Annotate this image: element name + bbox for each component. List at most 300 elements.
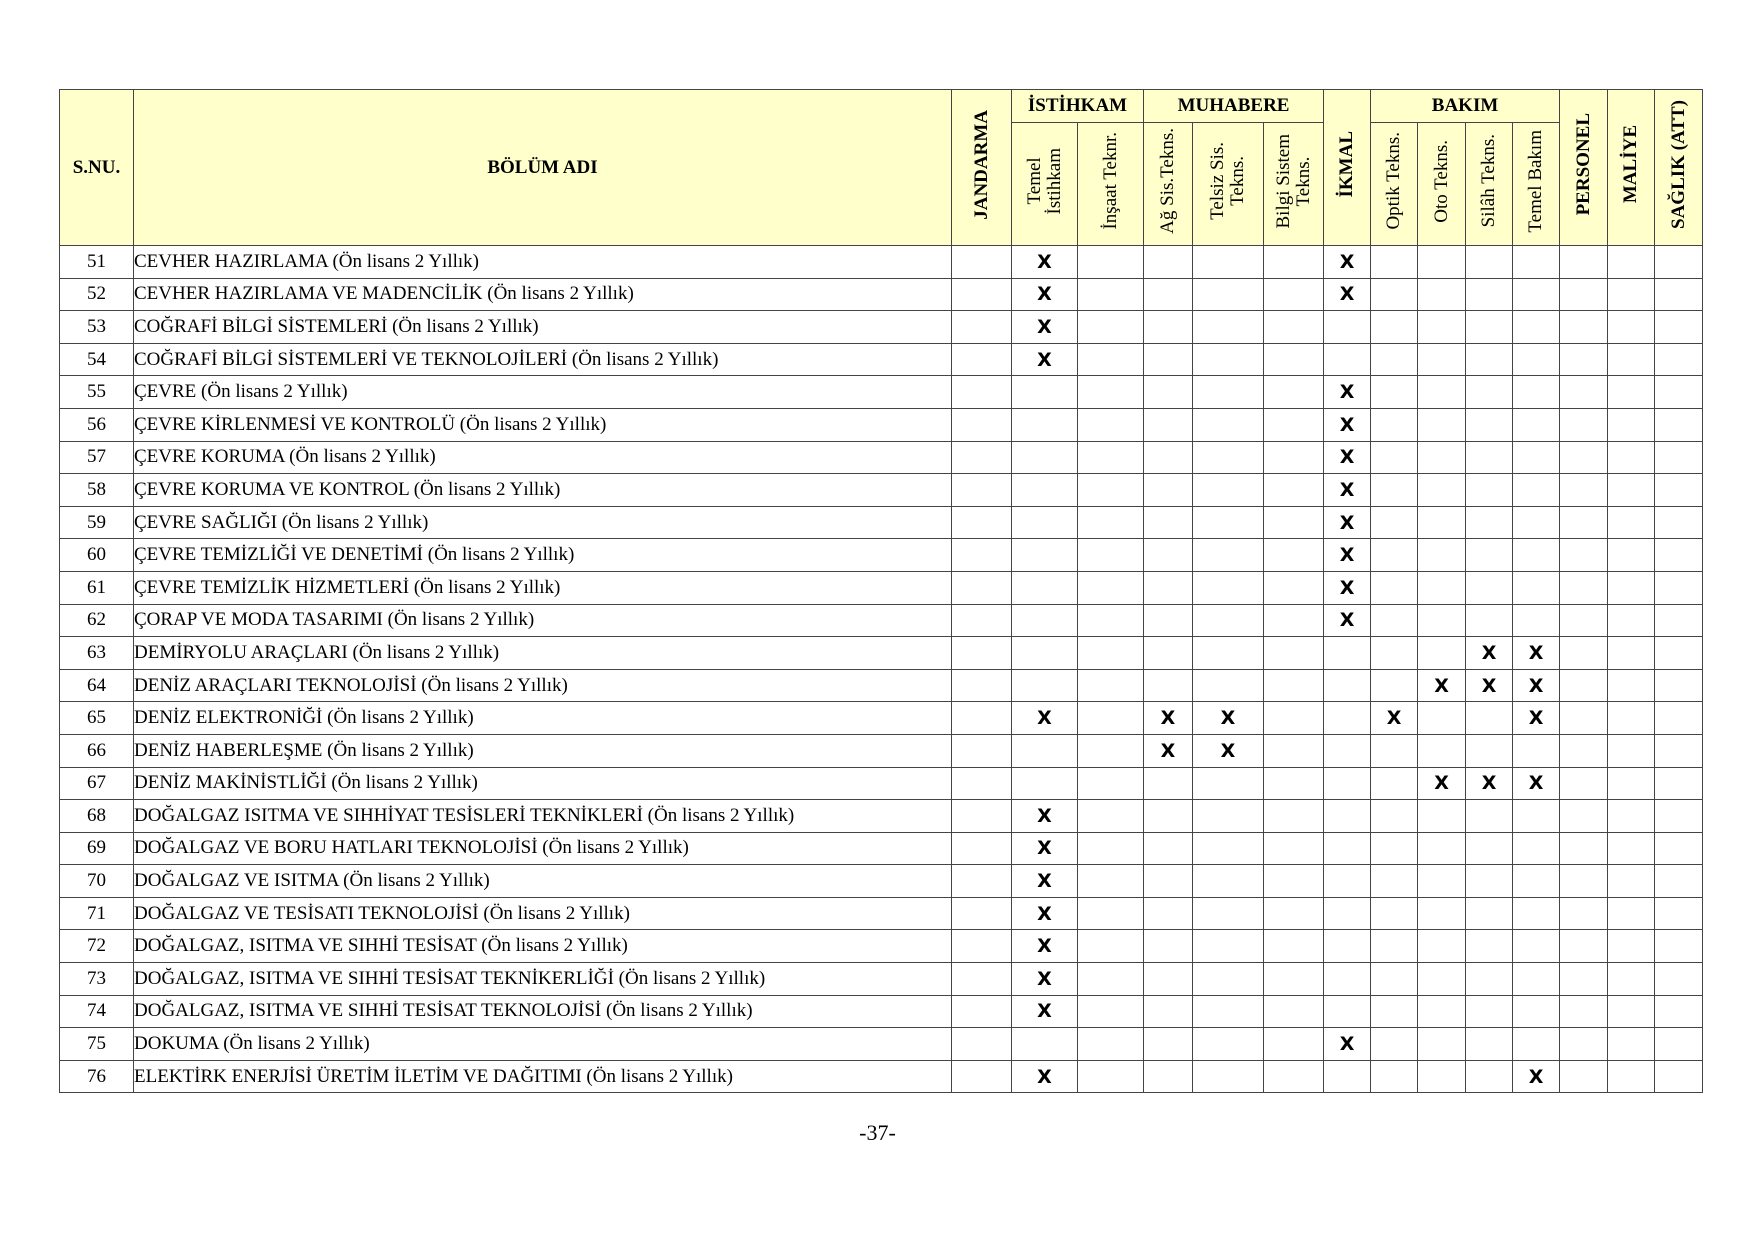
empty-cell (1418, 571, 1466, 604)
empty-cell (1264, 767, 1324, 800)
empty-cell (1418, 1060, 1466, 1093)
x-mark: X (1012, 963, 1078, 996)
empty-cell (1371, 441, 1418, 474)
empty-cell (1078, 376, 1144, 409)
empty-cell (1371, 637, 1418, 670)
empty-cell (1264, 963, 1324, 996)
empty-cell (1371, 669, 1418, 702)
table-row (60, 637, 1703, 670)
x-mark: X (1466, 637, 1513, 670)
empty-cell (1560, 865, 1608, 898)
sno-header: S.NU. (60, 90, 134, 246)
empty-cell (952, 995, 1012, 1028)
table-row (60, 506, 1703, 539)
table-row (60, 539, 1703, 572)
empty-cell (1608, 637, 1655, 670)
empty-cell (1371, 311, 1418, 344)
empty-cell (1371, 408, 1418, 441)
empty-cell (1078, 604, 1144, 637)
jandarma-header: JANDARMA (952, 90, 1012, 246)
empty-cell (1371, 963, 1418, 996)
empty-cell (1560, 311, 1608, 344)
empty-cell (1608, 539, 1655, 572)
department-name: DOĞALGAZ VE BORU HATLARI TEKNOLOJİSİ (Ön lisans 2 Yıllık) (134, 832, 952, 865)
empty-cell (1560, 506, 1608, 539)
oto-header: Oto Tekns. (1418, 123, 1466, 246)
empty-cell (1655, 1028, 1703, 1061)
department-name: DENİZ ARAÇLARI TEKNOLOJİSİ (Ön lisans 2 Yıllık) (134, 669, 952, 702)
empty-cell (1513, 734, 1560, 767)
empty-cell (1193, 278, 1264, 311)
empty-cell (1371, 767, 1418, 800)
empty-cell (952, 1060, 1012, 1093)
empty-cell (1193, 897, 1264, 930)
empty-cell (1655, 832, 1703, 865)
empty-cell (952, 865, 1012, 898)
table-row (60, 246, 1703, 279)
empty-cell (1144, 474, 1193, 507)
empty-cell (1655, 1060, 1703, 1093)
empty-cell (1655, 995, 1703, 1028)
x-mark: X (1012, 832, 1078, 865)
empty-cell (1608, 1028, 1655, 1061)
row-number: 68 (60, 800, 134, 833)
table-row (60, 604, 1703, 637)
empty-cell (1012, 1028, 1078, 1061)
saglik-header: SAĞLIK (ATT) (1655, 90, 1703, 246)
empty-cell (1144, 246, 1193, 279)
empty-cell (1144, 376, 1193, 409)
empty-cell (1560, 408, 1608, 441)
empty-cell (1560, 246, 1608, 279)
table-header (60, 90, 1703, 246)
empty-cell (1655, 408, 1703, 441)
empty-cell (1264, 800, 1324, 833)
empty-cell (1012, 767, 1078, 800)
x-mark: X (1371, 702, 1418, 735)
empty-cell (1371, 376, 1418, 409)
empty-cell (1264, 669, 1324, 702)
empty-cell (1466, 441, 1513, 474)
empty-cell (1560, 1028, 1608, 1061)
department-name: ÇEVRE SAĞLIĞI (Ön lisans 2 Yıllık) (134, 506, 952, 539)
empty-cell (1560, 441, 1608, 474)
department-name: ÇEVRE KORUMA (Ön lisans 2 Yıllık) (134, 441, 952, 474)
empty-cell (1264, 930, 1324, 963)
table-row (60, 571, 1703, 604)
empty-cell (1655, 376, 1703, 409)
x-mark: X (1012, 702, 1078, 735)
department-name: DENİZ ELEKTRONİĞİ (Ön lisans 2 Yıllık) (134, 702, 952, 735)
x-mark: X (1466, 767, 1513, 800)
empty-cell (1324, 995, 1371, 1028)
empty-cell (952, 1028, 1012, 1061)
empty-cell (1371, 930, 1418, 963)
row-number: 51 (60, 246, 134, 279)
empty-cell (1418, 376, 1466, 409)
empty-cell (1466, 376, 1513, 409)
empty-cell (1193, 311, 1264, 344)
table-row (60, 1028, 1703, 1061)
empty-cell (1193, 637, 1264, 670)
empty-cell (1264, 571, 1324, 604)
empty-cell (1418, 897, 1466, 930)
empty-cell (1264, 1060, 1324, 1093)
x-mark: X (1193, 702, 1264, 735)
empty-cell (1193, 441, 1264, 474)
empty-cell (1560, 800, 1608, 833)
empty-cell (1513, 539, 1560, 572)
department-name: DOĞALGAZ ISITMA VE SIHHİYAT TESİSLERİ TEKNİKLERİ (Ön lisans 2 Yıllık) (134, 800, 952, 833)
empty-cell (1264, 506, 1324, 539)
empty-cell (1144, 343, 1193, 376)
empty-cell (1078, 278, 1144, 311)
empty-cell (1193, 963, 1264, 996)
empty-cell (952, 604, 1012, 637)
empty-cell (1144, 1028, 1193, 1061)
x-mark: X (1324, 441, 1371, 474)
empty-cell (1193, 995, 1264, 1028)
department-name: DOĞALGAZ, ISITMA VE SIHHİ TESİSAT TEKNOLOJİSİ (Ön lisans 2 Yıllık) (134, 995, 952, 1028)
table-row (60, 897, 1703, 930)
empty-cell (1466, 506, 1513, 539)
empty-cell (1418, 1028, 1466, 1061)
empty-cell (1513, 246, 1560, 279)
empty-cell (1193, 832, 1264, 865)
row-number: 73 (60, 963, 134, 996)
empty-cell (1466, 474, 1513, 507)
empty-cell (1144, 637, 1193, 670)
empty-cell (1371, 506, 1418, 539)
empty-cell (1144, 897, 1193, 930)
insaat-header: İnşaat Teknr. (1078, 123, 1144, 246)
empty-cell (1418, 539, 1466, 572)
empty-cell (1608, 441, 1655, 474)
table-row (60, 995, 1703, 1028)
empty-cell (1560, 832, 1608, 865)
empty-cell (952, 506, 1012, 539)
empty-cell (1264, 897, 1324, 930)
empty-cell (1608, 376, 1655, 409)
empty-cell (1655, 539, 1703, 572)
empty-cell (1513, 832, 1560, 865)
table-row (60, 1060, 1703, 1093)
row-number: 72 (60, 930, 134, 963)
department-table (59, 89, 1703, 1093)
empty-cell (1418, 506, 1466, 539)
empty-cell (1418, 637, 1466, 670)
empty-cell (1608, 506, 1655, 539)
x-mark: X (1012, 995, 1078, 1028)
empty-cell (1655, 734, 1703, 767)
empty-cell (1012, 539, 1078, 572)
empty-cell (1466, 1028, 1513, 1061)
empty-cell (952, 702, 1012, 735)
row-number: 64 (60, 669, 134, 702)
empty-cell (1466, 897, 1513, 930)
empty-cell (1193, 767, 1264, 800)
table-row (60, 800, 1703, 833)
department-name: ÇEVRE TEMİZLİĞİ VE DENETİMİ (Ön lisans 2 Yıllık) (134, 539, 952, 572)
row-number: 76 (60, 1060, 134, 1093)
empty-cell (1371, 474, 1418, 507)
department-name: ÇEVRE KORUMA VE KONTROL (Ön lisans 2 Yıllık) (134, 474, 952, 507)
empty-cell (1655, 604, 1703, 637)
row-number: 67 (60, 767, 134, 800)
ikmal-header: İKMAL (1324, 90, 1371, 246)
row-number: 70 (60, 865, 134, 898)
empty-cell (1608, 669, 1655, 702)
empty-cell (1371, 865, 1418, 898)
empty-cell (1193, 800, 1264, 833)
x-mark: X (1193, 734, 1264, 767)
empty-cell (1466, 1060, 1513, 1093)
empty-cell (1608, 734, 1655, 767)
empty-cell (1371, 800, 1418, 833)
empty-cell (1655, 800, 1703, 833)
x-mark: X (1324, 246, 1371, 279)
empty-cell (952, 930, 1012, 963)
empty-cell (1560, 278, 1608, 311)
empty-cell (1608, 474, 1655, 507)
empty-cell (1560, 897, 1608, 930)
empty-cell (1418, 343, 1466, 376)
empty-cell (952, 441, 1012, 474)
department-name: DOKUMA (Ön lisans 2 Yıllık) (134, 1028, 952, 1061)
empty-cell (1418, 865, 1466, 898)
empty-cell (1608, 408, 1655, 441)
empty-cell (952, 539, 1012, 572)
empty-cell (1144, 408, 1193, 441)
empty-cell (1078, 637, 1144, 670)
row-number: 54 (60, 343, 134, 376)
empty-cell (952, 311, 1012, 344)
row-number: 57 (60, 441, 134, 474)
row-number: 58 (60, 474, 134, 507)
table-row (60, 669, 1703, 702)
empty-cell (1078, 930, 1144, 963)
table-row (60, 702, 1703, 735)
empty-cell (1608, 995, 1655, 1028)
empty-cell (952, 832, 1012, 865)
silah-header: Silâh Tekns. (1466, 123, 1513, 246)
empty-cell (1012, 506, 1078, 539)
empty-cell (1324, 930, 1371, 963)
empty-cell (1513, 930, 1560, 963)
empty-cell (1371, 832, 1418, 865)
empty-cell (1078, 897, 1144, 930)
empty-cell (1264, 604, 1324, 637)
empty-cell (952, 571, 1012, 604)
empty-cell (1324, 832, 1371, 865)
istihkam-header: İSTİHKAM (1012, 90, 1144, 123)
empty-cell (952, 246, 1012, 279)
empty-cell (1560, 963, 1608, 996)
row-number: 69 (60, 832, 134, 865)
empty-cell (1418, 734, 1466, 767)
x-mark: X (1513, 1060, 1560, 1093)
empty-cell (1324, 865, 1371, 898)
empty-cell (1371, 278, 1418, 311)
empty-cell (1513, 571, 1560, 604)
empty-cell (1466, 539, 1513, 572)
empty-cell (1264, 832, 1324, 865)
row-number: 61 (60, 571, 134, 604)
x-mark: X (1324, 604, 1371, 637)
empty-cell (1608, 311, 1655, 344)
empty-cell (1655, 963, 1703, 996)
department-name: DOĞALGAZ, ISITMA VE SIHHİ TESİSAT TEKNİKERLİĞİ (Ön lisans 2 Yıllık) (134, 963, 952, 996)
empty-cell (1560, 669, 1608, 702)
x-mark: X (1324, 278, 1371, 311)
department-name: ÇEVRE KİRLENMESİ VE KONTROLÜ (Ön lisans 2 Yıllık) (134, 408, 952, 441)
empty-cell (1012, 604, 1078, 637)
name-header: BÖLÜM ADI (134, 90, 952, 246)
department-name: DENİZ HABERLEŞME (Ön lisans 2 Yıllık) (134, 734, 952, 767)
empty-cell (1513, 376, 1560, 409)
empty-cell (1371, 604, 1418, 637)
empty-cell (1418, 246, 1466, 279)
x-mark: X (1418, 767, 1466, 800)
empty-cell (1078, 539, 1144, 572)
empty-cell (1371, 571, 1418, 604)
empty-cell (952, 734, 1012, 767)
empty-cell (952, 376, 1012, 409)
empty-cell (1608, 1060, 1655, 1093)
empty-cell (1608, 767, 1655, 800)
empty-cell (1012, 571, 1078, 604)
empty-cell (1608, 246, 1655, 279)
empty-cell (1560, 571, 1608, 604)
empty-cell (1144, 865, 1193, 898)
x-mark: X (1324, 408, 1371, 441)
empty-cell (1324, 343, 1371, 376)
empty-cell (1078, 441, 1144, 474)
row-number: 59 (60, 506, 134, 539)
empty-cell (1466, 246, 1513, 279)
empty-cell (952, 408, 1012, 441)
empty-cell (1193, 539, 1264, 572)
optik-header: Optik Tekns. (1371, 123, 1418, 246)
empty-cell (952, 343, 1012, 376)
empty-cell (1078, 963, 1144, 996)
department-name: ÇEVRE (Ön lisans 2 Yıllık) (134, 376, 952, 409)
empty-cell (1560, 637, 1608, 670)
x-mark: X (1012, 865, 1078, 898)
row-number: 71 (60, 897, 134, 930)
empty-cell (1513, 474, 1560, 507)
empty-cell (1466, 800, 1513, 833)
telsiz-header: Telsiz Sis. Tekns. (1193, 123, 1264, 246)
empty-cell (1324, 311, 1371, 344)
empty-cell (1264, 246, 1324, 279)
empty-cell (1513, 343, 1560, 376)
row-number: 74 (60, 995, 134, 1028)
empty-cell (1264, 702, 1324, 735)
x-mark: X (1513, 767, 1560, 800)
empty-cell (1371, 539, 1418, 572)
x-mark: X (1513, 702, 1560, 735)
empty-cell (1466, 311, 1513, 344)
x-mark: X (1012, 897, 1078, 930)
empty-cell (1655, 506, 1703, 539)
empty-cell (1264, 539, 1324, 572)
empty-cell (1078, 1060, 1144, 1093)
empty-cell (1078, 702, 1144, 735)
empty-cell (1012, 376, 1078, 409)
empty-cell (1144, 571, 1193, 604)
empty-cell (1418, 702, 1466, 735)
row-number: 60 (60, 539, 134, 572)
empty-cell (1264, 376, 1324, 409)
empty-cell (1371, 995, 1418, 1028)
empty-cell (1193, 865, 1264, 898)
empty-cell (1193, 246, 1264, 279)
empty-cell (1418, 995, 1466, 1028)
empty-cell (1418, 441, 1466, 474)
empty-cell (1144, 604, 1193, 637)
department-name: DENİZ MAKİNİSTLİĞİ (Ön lisans 2 Yıllık) (134, 767, 952, 800)
empty-cell (1560, 539, 1608, 572)
department-name: ÇEVRE TEMİZLİK HİZMETLERİ (Ön lisans 2 Yıllık) (134, 571, 952, 604)
empty-cell (1466, 343, 1513, 376)
x-mark: X (1012, 800, 1078, 833)
empty-cell (1560, 702, 1608, 735)
empty-cell (1466, 278, 1513, 311)
empty-cell (1193, 1028, 1264, 1061)
empty-cell (1078, 408, 1144, 441)
x-mark: X (1466, 669, 1513, 702)
empty-cell (1655, 930, 1703, 963)
empty-cell (1418, 800, 1466, 833)
x-mark: X (1324, 376, 1371, 409)
empty-cell (1418, 408, 1466, 441)
empty-cell (1193, 669, 1264, 702)
empty-cell (1264, 995, 1324, 1028)
empty-cell (1560, 474, 1608, 507)
empty-cell (1193, 408, 1264, 441)
empty-cell (1012, 734, 1078, 767)
empty-cell (1193, 376, 1264, 409)
table-row (60, 343, 1703, 376)
empty-cell (1078, 865, 1144, 898)
empty-cell (1078, 1028, 1144, 1061)
x-mark: X (1012, 343, 1078, 376)
empty-cell (1513, 604, 1560, 637)
x-mark: X (1418, 669, 1466, 702)
bilgi-header: Bilgi Sistem Tekns. (1264, 123, 1324, 246)
empty-cell (1608, 800, 1655, 833)
empty-cell (1193, 343, 1264, 376)
empty-cell (1608, 343, 1655, 376)
empty-cell (1144, 441, 1193, 474)
muhabere-header: MUHABERE (1144, 90, 1324, 123)
empty-cell (952, 637, 1012, 670)
row-number: 55 (60, 376, 134, 409)
empty-cell (952, 963, 1012, 996)
empty-cell (1513, 311, 1560, 344)
empty-cell (1655, 571, 1703, 604)
empty-cell (1466, 963, 1513, 996)
department-name: COĞRAFİ BİLGİ SİSTEMLERİ VE TEKNOLOJİLERİ (Ön lisans 2 Yıllık) (134, 343, 952, 376)
empty-cell (1655, 702, 1703, 735)
empty-cell (1418, 474, 1466, 507)
empty-cell (1655, 441, 1703, 474)
empty-cell (1655, 311, 1703, 344)
empty-cell (1560, 930, 1608, 963)
table-row (60, 311, 1703, 344)
empty-cell (1608, 702, 1655, 735)
